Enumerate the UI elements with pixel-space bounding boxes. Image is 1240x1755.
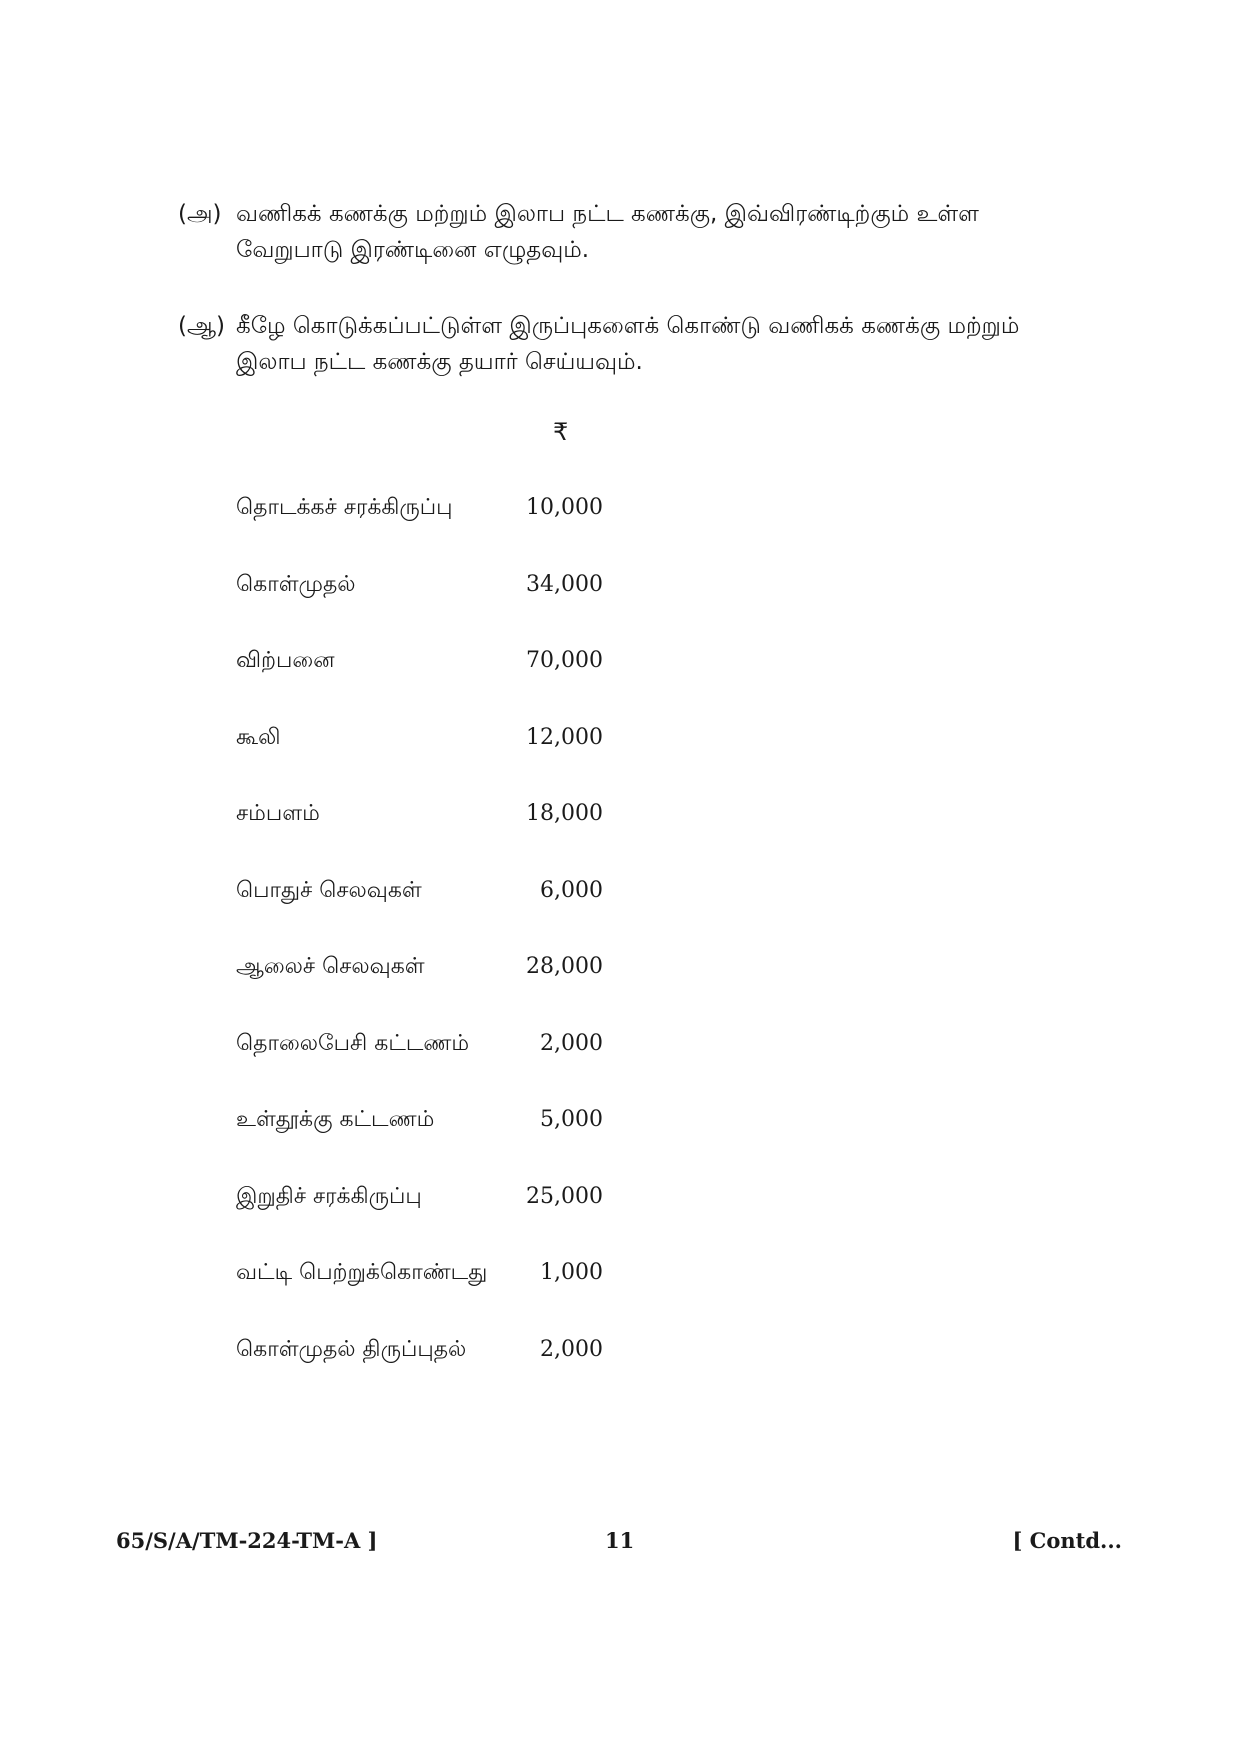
balances-table <box>236 495 636 1413</box>
question-b-line-2: இலாப நட்ட கணக்கு தயார் செய்யவும். <box>236 349 643 375</box>
question-a-marker: (அ) <box>178 201 222 227</box>
table-row <box>236 878 636 955</box>
table-row <box>236 572 636 649</box>
table-row <box>236 1107 636 1184</box>
table-row <box>236 1184 636 1261</box>
row-label: உள்தூக்கு கட்டணம் <box>236 1107 435 1132</box>
row-amount: 2,000 <box>540 1336 603 1362</box>
row-amount: 2,000 <box>540 1030 603 1056</box>
table-row <box>236 954 636 1031</box>
table-row <box>236 1337 636 1414</box>
row-amount: 6,000 <box>540 877 603 903</box>
table-row <box>236 648 636 725</box>
row-label: சம்பளம் <box>236 801 320 826</box>
table-row <box>236 1031 636 1108</box>
table-row <box>236 495 636 572</box>
row-amount: 1,000 <box>540 1260 603 1285</box>
row-label: ஆலைச் செலவுகள் <box>236 954 425 979</box>
row-amount: 10,000 <box>526 495 603 520</box>
question-b-marker: (ஆ) <box>178 313 226 339</box>
question-a-line-2: வேறுபாடு இரண்டினை எழுதவும். <box>236 237 590 263</box>
row-label: தொடக்கச் சரக்கிருப்பு <box>236 495 453 520</box>
currency-symbol: ₹ <box>553 418 569 446</box>
row-amount: 18,000 <box>526 801 603 826</box>
paper-code: 65/S/A/TM-224-TM-A ] <box>116 1528 378 1553</box>
row-amount: 25,000 <box>526 1183 603 1209</box>
table-row <box>236 725 636 802</box>
question-a <box>178 196 1078 268</box>
table-row <box>236 801 636 878</box>
question-b-line-1: கீழே கொடுக்கப்பட்டுள்ள இருப்புகளைக் கொண்டு வணிகக் கணக்கு மற்றும் <box>236 313 1020 339</box>
row-amount: 34,000 <box>526 571 603 597</box>
question-a-line-1: வணிகக் கணக்கு மற்றும் இலாப நட்ட கணக்கு, இவ்விரண்டிற்கும் உள்ள <box>236 201 979 227</box>
row-label: இறுதிச் சரக்கிருப்பு <box>236 1183 422 1209</box>
row-label: தொலைபேசி கட்டணம் <box>236 1030 470 1056</box>
row-amount: 5,000 <box>540 1107 603 1132</box>
row-label: கொள்முதல் <box>236 571 356 597</box>
page-number: 11 <box>605 1528 635 1553</box>
row-label: விற்பனை <box>236 648 335 673</box>
row-amount: 70,000 <box>526 648 603 673</box>
row-label: வட்டி பெற்றுக்கொண்டது <box>236 1260 488 1285</box>
continued-marker: [ Contd... <box>1012 1528 1122 1553</box>
row-label: பொதுச் செலவுகள் <box>236 877 422 903</box>
row-amount: 12,000 <box>526 724 603 750</box>
question-b <box>178 308 1078 380</box>
table-row <box>236 1260 636 1337</box>
row-label: கூலி <box>236 724 281 750</box>
row-label: கொள்முதல் திருப்புதல் <box>236 1336 467 1362</box>
row-amount: 28,000 <box>526 954 603 979</box>
